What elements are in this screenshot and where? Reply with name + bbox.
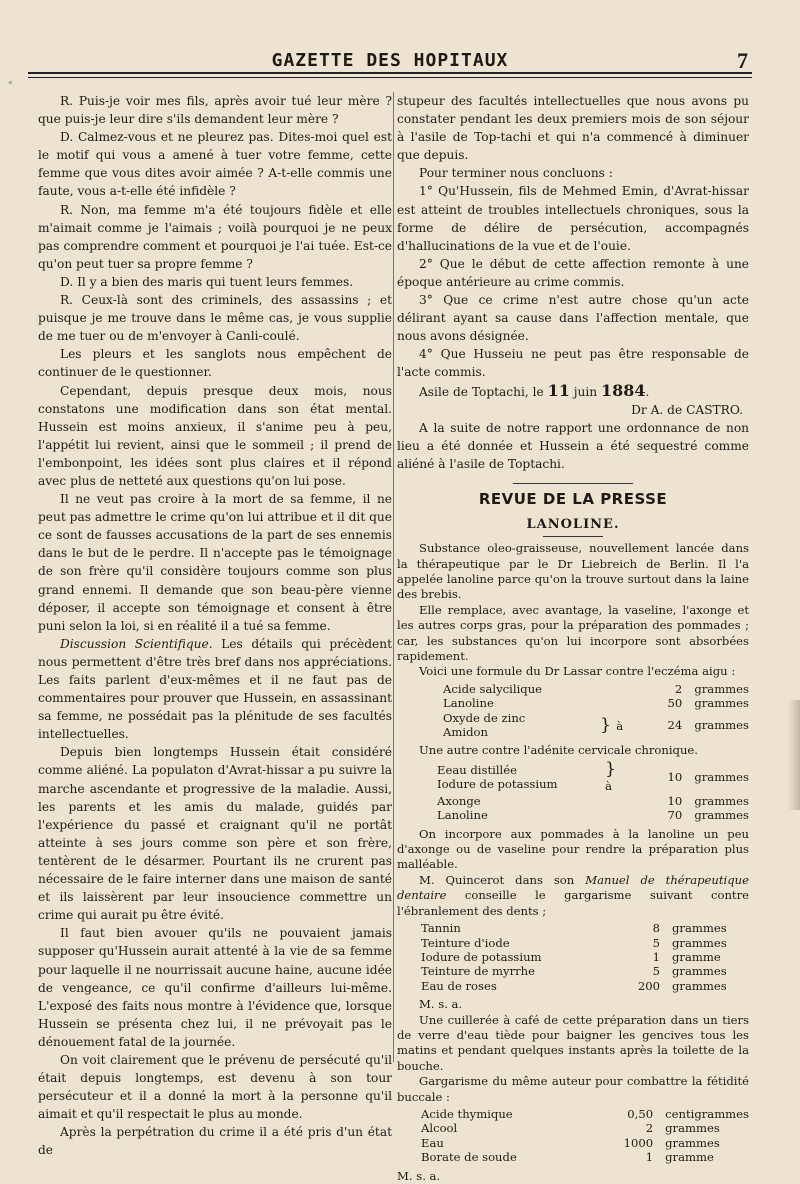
ingredient-name: Axonge — [437, 793, 481, 808]
ingredient-name: Borate de soude — [421, 1150, 517, 1165]
ingredient-name: Eeau distillée — [437, 762, 517, 777]
misce-label: M. s. a. — [397, 1168, 441, 1183]
formula-row — [397, 921, 749, 935]
date-line — [397, 382, 749, 401]
ingredient-name: Tannin — [421, 921, 461, 936]
ingredient-name: Iodure de potassium — [437, 777, 558, 792]
discussion-label: Discussion Scientifique. — [60, 636, 213, 651]
right-column — [397, 92, 749, 1184]
formula-row — [397, 1107, 749, 1121]
date-day: 11 — [547, 380, 570, 400]
brace-symbol: } à — [600, 714, 624, 735]
spacer — [600, 682, 624, 696]
formula-row — [397, 696, 749, 710]
ingredient-name: Teinture d'iode — [421, 935, 510, 950]
ingredient-qty: 1 — [652, 949, 660, 964]
paragraph: Une cuillerée à café de cette préparation dans un tiers de verre d'eau tiède pour baigner les gencives tous les matins et pendant quelques instants après la toilette de la bouche. — [397, 1012, 749, 1073]
ingredient-name: Eau de roses — [421, 978, 497, 993]
ingredient-name: Alcool — [421, 1121, 458, 1136]
ingredient-unit: grammes — [672, 978, 727, 993]
formula-row — [397, 711, 749, 740]
ingredient-unit: gramme — [665, 1150, 714, 1165]
paragraph: Cependant, depuis presque deux mois, nous constatons une modification dans son état mental. Hussein est moins anxieux, il s'anime peu à peu, l'appétit lui revient, ainsi que le sommeil ; il prend de l'embonpoint, les idées sont plus claires et il répond avec plus de netteté aux questions qu'on lui pose. — [38, 383, 392, 488]
ingredient-qty: 2 — [645, 1121, 654, 1136]
discussion-paragraph — [38, 635, 392, 744]
ingredient-unit: grammes — [672, 921, 727, 936]
ingredient-name: Eau — [421, 1135, 444, 1150]
ingredient-qty: 1000 — [623, 1135, 654, 1150]
text: M. Quincerot dans son — [419, 872, 586, 887]
text: conseille le gargarisme suivant contre l'ébranlement des dents ; — [397, 888, 749, 918]
ingredient-qty: 10 — [667, 793, 683, 808]
page-edge-shadow — [788, 700, 800, 810]
date-suffix: . — [645, 384, 650, 399]
ingredient-pair — [397, 711, 600, 740]
discussion-text: Les détails qui précèdent nous permettent d'être très bref dans nos appréciations. Les faits parlent d'eux-mêmes et il ne faut pas de commentaires pour prouver que Hussein, en assassinant sa femme, ne possédait pas la plénitude de ses facultés intellectuelles. — [38, 636, 392, 742]
formula-row — [397, 1150, 749, 1164]
ingredient-unit: grammes — [694, 808, 749, 823]
paragraph: D. Il y a bien des maris qui tuent leurs femmes. — [60, 274, 354, 289]
ingredient-unit: grammes — [694, 696, 749, 711]
paragraph — [397, 873, 749, 919]
paragraph: R. Non, ma femme m'a été toujours fidèle et elle m'aimait comme je l'aimais ; voilà pourquoi je ne peux pas comprendre comment et pourquoi je l'ai tuée. Est-ce qu'on peut tuer sa propre femme ? — [38, 202, 392, 271]
date-month: juin — [569, 384, 602, 399]
ingredient-qty: 200 — [637, 978, 660, 993]
ingredient-qty: 8 — [652, 921, 660, 936]
ingredient-unit: centigrammes — [665, 1106, 749, 1121]
paragraph: Il ne veut pas croire à la mort de sa femme, il ne peut pas admettre le crime qu'on lui attribue et il dit que ce sont de fausses accusations de la part de ses ennemis dans le but de le perdre. Il n'accepte pas le témoignage de son frère qu'il considère toujours comme son plus grand ennemi. Il demande que son beau-père vienne déposer, il accepte son témoignage et consent à être puni selon la loi, si en réalité il a tué sa femme. — [38, 492, 392, 633]
paragraph: R. Puis-je voir mes fils, après avoir tué leur mère ? que puis-je leur dire s'ils demandent leur mère ? — [38, 94, 392, 127]
ingredient-unit: grammes — [665, 1135, 720, 1150]
header-rule — [28, 72, 752, 74]
paragraph: Elle remplace, avec avantage, la vaseline, l'axonge et les autres corps gras, pour la préparation des pommades ; car, les substances qu'on lui incorpore sont absorbées rapidement. — [397, 602, 749, 663]
paragraph: D. Calmez-vous et ne pleurez pas. Dites-moi quel est le motif qui vous a amené à tuer votre femme, cette femme que vous dites avoir aimée ? A-t-elle commis une faute, vous a-t-elle été infidèle ? — [38, 130, 392, 199]
each-label: à — [605, 778, 613, 793]
formula-eczema — [397, 682, 749, 740]
spacer — [600, 696, 624, 710]
section-title: REVUE DE LA PRESSE — [478, 489, 668, 508]
page-number: 7 — [737, 48, 748, 73]
article-rule — [543, 536, 603, 537]
formula-row — [397, 936, 749, 950]
page-header — [28, 50, 752, 80]
signature: Dr A. de CASTRO. — [631, 402, 743, 417]
ingredient-unit: grammes — [694, 793, 749, 808]
column-divider — [393, 92, 394, 1062]
ingredient-qty: 70 — [667, 808, 683, 823]
formula-row — [397, 761, 749, 794]
paragraph: Une autre contre l'adénite cervicale chronique. — [419, 743, 698, 758]
formula-adenite — [397, 758, 749, 823]
book-title: Manuel de thérapeutique dentaire — [397, 872, 749, 903]
ingredient-qty: 0,50 — [627, 1106, 654, 1121]
ingredient-unit: grammes — [694, 770, 749, 785]
ingredient-name: Iodure de potassium — [421, 949, 542, 964]
paragraph: On incorpore aux pommades à la lanoline un peu d'axonge ou de vaseline pour rendre la préparation plus malléable. — [397, 826, 749, 872]
ingredient-pair — [397, 761, 605, 794]
article-title: LANOLINE. — [526, 517, 620, 533]
formula-row — [397, 1121, 749, 1135]
ingredient-name: Oxyde de zinc — [443, 710, 526, 725]
ingredient-unit: grammes — [694, 717, 749, 732]
paragraph: A la suite de notre rapport une ordonnance de non lieu a été donnée et Hussein a été sequestré comme aliéné à l'asile de Toptachi. — [397, 420, 749, 471]
conclusion-item: 2° Que le début de cette affection remonte à une époque antérieure au crime commis. — [397, 256, 749, 289]
ingredient-name: Acide thymique — [421, 1106, 513, 1121]
date-prefix: Asile de Toptachi, le — [419, 384, 548, 399]
paragraph: Substance oleo-graisseuse, nouvellement lancée dans la thérapeutique par le Dr Liebreich de Berlin. Il l'a appelée lanoline parce qu'on la trouve surtout dans la laine des brebis. — [397, 541, 749, 602]
ingredient-qty: 10 — [667, 770, 683, 785]
ingredient-unit: grammes — [694, 681, 749, 696]
formula-row — [397, 979, 749, 993]
paragraph: Depuis bien longtemps Hussein était considéré comme aliéné. La populaton d'Avrat-hissar a pu suivre la marche ascendante et progressive de la maladie. Aussi, les parents et les amis du malade, guidés par l'expérience du passé et craignant qu'il ne portât atteinte à ses jours comme son père et son frère, tentèrent de le désarmer. Pourtant ils ne crurent pas nécessaire de le faire interner dans une maison de santé et ils laissèrent par leur insoucience commettre un crime qui aurait pu être évité. — [38, 745, 392, 923]
ingredient-name: Acide salycilique — [443, 681, 543, 696]
ingredient-name: Lanoline — [443, 696, 494, 711]
formula-row — [397, 1136, 749, 1150]
ingredient-qty: 24 — [667, 717, 683, 732]
paragraph: Pour terminer nous concluons : — [419, 166, 613, 181]
formula-row — [397, 950, 749, 964]
ingredient-qty: 5 — [652, 964, 660, 979]
conclusion-item: 3° Que ce crime n'est autre chose qu'un acte délirant ayant sa cause dans l'affection mentale, que nous avons désignée. — [397, 293, 749, 344]
spacer — [605, 794, 623, 808]
paragraph: Voici une formule du Dr Lassar contre l'eczéma aigu : — [419, 664, 736, 679]
date-year: 1884 — [601, 380, 646, 400]
paragraph: Il faut bien avouer qu'ils ne pouvaient jamais supposer qu'Hussein aurait attenté à la vie de sa femme pour laquelle il ne nourrissait aucune haine, aucune idée de vengeance, ce qu'il confirme d'ailleurs lui-même. L'exposé des faits nous montre à l'évidence que, lorsque Hussein se présenta chez lui, il ne prévoyait pas le dénouement fatal de la journée. — [38, 926, 392, 1049]
paragraph: stupeur des facultés intellectuelles que nous avons pu constater pendant les deux premiers mois de son séjour à l'asile de Top-tachi et qui n'a commencé à diminuer que depuis. — [397, 94, 749, 163]
conclusion-item: 1° Qu'Hussein, fils de Mehmed Emin, d'Avrat-hissar est atteint de troubles intellectuels chroniques, sous la forme de délire de persécution, accompagnés d'hallucinations de la vue et de l'ouie. — [397, 184, 749, 253]
misce-label: M. s. a. — [419, 997, 463, 1012]
ingredient-unit: gramme — [672, 949, 721, 964]
ingredient-name: Lanoline — [437, 808, 488, 823]
formula-row — [397, 808, 749, 822]
paragraph: Après la perpétration du crime il a été pris d'un état de — [38, 1125, 392, 1158]
ingredient-qty: 50 — [667, 696, 683, 711]
paragraph: Les pleurs et les sanglots nous empêchent de continuer de le questionner. — [38, 347, 392, 380]
ingredient-unit: grammes — [672, 935, 727, 950]
paragraph: R. Ceux-là sont des criminels, des assassins ; et puisque je me trouve dans le même cas, je vous supplie de me tuer ou de m'envoyer à Canli-coulé. — [38, 293, 392, 344]
lanoline-article — [397, 541, 749, 1184]
ingredient-unit: grammes — [665, 1121, 720, 1136]
paragraph: Gargarisme du même auteur pour combattre la fétidité buccale : — [397, 1074, 749, 1104]
ingredient-unit: grammes — [672, 964, 727, 979]
ingredient-name: Amidon — [443, 725, 488, 740]
margin-mark: « — [8, 78, 13, 87]
ingredient-qty: 2 — [674, 681, 683, 696]
each-label: à — [616, 718, 624, 733]
formula-gargarisme-dents — [397, 921, 749, 993]
brace-symbol: } à — [605, 758, 616, 793]
conclusion-item: 4° Que Husseiu ne peut pas être responsable de l'acte commis. — [397, 347, 749, 380]
running-title: GAZETTE DES HOPITAUX — [271, 50, 509, 71]
formula-row — [397, 964, 749, 978]
ingredient-qty: 1 — [645, 1150, 654, 1165]
left-column — [38, 92, 392, 1160]
section-rule — [513, 483, 633, 484]
paragraph: On voit clairement que le prévenu de persécuté qu'il était depuis longtemps, est devenu à son tour persécuteur et il a donné la mort à la personne qu'il aimait et qu'il respectait le plus au monde. — [38, 1052, 392, 1122]
formula-gargarisme-haleine — [397, 1107, 749, 1165]
header-rule-thin — [28, 77, 752, 78]
formula-row — [397, 682, 749, 696]
spacer — [605, 808, 623, 822]
ingredient-name: Teinture de myrrhe — [421, 964, 536, 979]
formula-row — [397, 794, 749, 808]
ingredient-qty: 5 — [652, 935, 660, 950]
